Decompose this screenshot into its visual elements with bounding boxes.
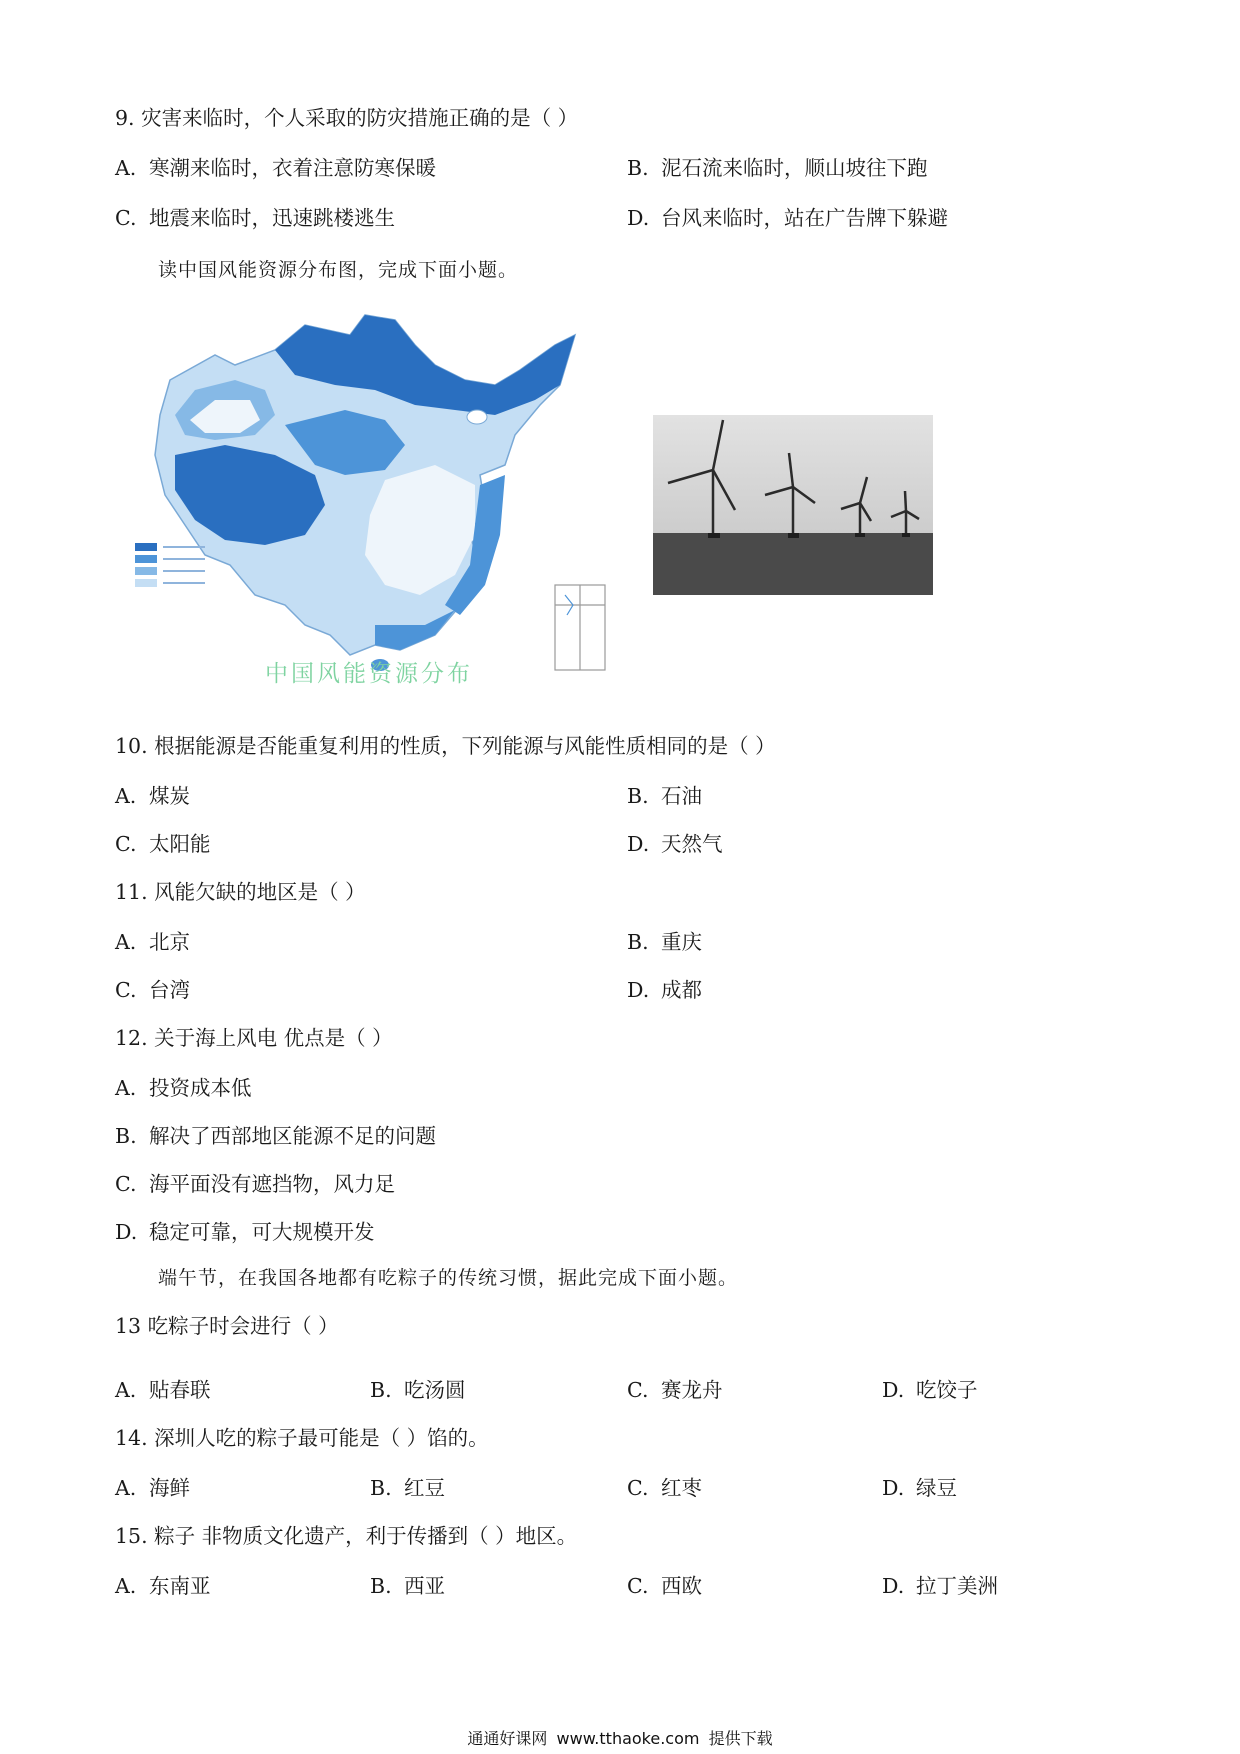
q14-option-a[interactable] [115, 1474, 190, 1502]
q9-option-d[interactable] [627, 204, 948, 232]
option-text: 红豆 [404, 1476, 445, 1500]
q9-stem: 9. 灾害来临时，个人采取的防灾措施正确的是（ ） [115, 106, 579, 130]
option-text: 地震来临时，迅速跳楼逃生 [149, 206, 395, 230]
option-label: D. [882, 1476, 905, 1500]
option-label: D. [627, 206, 650, 230]
q15-option-b[interactable] [370, 1572, 445, 1600]
q14-option-b[interactable] [370, 1474, 445, 1502]
q12-option-a[interactable] [115, 1074, 252, 1102]
q12-option-c[interactable] [115, 1170, 395, 1198]
option-text: 石油 [661, 784, 702, 808]
q12-stem: 12. 关于海上风电 优点是（ ） [115, 1026, 393, 1050]
china-wind-energy-map [135, 305, 625, 685]
footer-site-name: 通通好课网 [467, 1729, 548, 1748]
option-text: 天然气 [661, 832, 723, 856]
option-text: 寒潮来临时，衣着注意防寒保暖 [149, 156, 436, 180]
q13-option-c[interactable] [627, 1376, 723, 1404]
option-label: D. [115, 1220, 138, 1244]
option-label: D. [627, 832, 650, 856]
option-text: 成都 [661, 978, 702, 1002]
option-label: C. [115, 978, 137, 1002]
option-label: D. [882, 1574, 905, 1598]
option-label: B. [627, 156, 649, 180]
option-text: 台湾 [149, 978, 190, 1002]
option-text: 吃饺子 [916, 1378, 978, 1402]
option-text: 稳定可靠，可大规模开发 [149, 1220, 375, 1244]
option-text: 海鲜 [149, 1476, 190, 1500]
footer-note: 提供下载 [708, 1729, 773, 1748]
option-text: 解决了西部地区能源不足的问题 [149, 1124, 436, 1148]
q14-option-d[interactable] [882, 1474, 957, 1502]
option-text: 吃汤圆 [404, 1378, 466, 1402]
option-text: 赛龙舟 [661, 1378, 723, 1402]
q14-option-c[interactable] [627, 1474, 702, 1502]
option-label: D. [882, 1378, 905, 1402]
footer-site-url[interactable]: www.tthaoke.com [556, 1729, 700, 1748]
legend-swatch-4 [135, 579, 157, 587]
option-text: 西欧 [661, 1574, 702, 1598]
offshore-wind-turbine-photo [653, 415, 933, 595]
option-label: A. [115, 1574, 137, 1598]
option-label: A. [115, 1076, 137, 1100]
option-label: A. [115, 1378, 137, 1402]
option-text: 太阳能 [149, 832, 211, 856]
q13-option-a[interactable] [115, 1376, 211, 1404]
q11-option-c[interactable] [115, 976, 190, 1004]
q10-stem: 10. 根据能源是否能重复利用的性质，下列能源与风能性质相同的是（ ） [115, 734, 776, 758]
option-text: 红枣 [661, 1476, 702, 1500]
option-label: C. [627, 1476, 649, 1500]
q11-option-a[interactable] [115, 928, 190, 956]
q11-stem: 11. 风能欠缺的地区是（ ） [115, 880, 366, 904]
q12-option-d[interactable] [115, 1218, 375, 1246]
q15-stem: 15. 粽子 非物质文化遗产，利于传播到（ ）地区。 [115, 1524, 578, 1548]
option-text: 东南亚 [149, 1574, 211, 1598]
option-label: A. [115, 930, 137, 954]
q15-option-a[interactable] [115, 1572, 211, 1600]
option-text: 泥石流来临时，顺山坡往下跑 [661, 156, 928, 180]
option-label: B. [370, 1574, 392, 1598]
option-label: C. [115, 206, 137, 230]
map-caption: 中国风能资源分布 [265, 661, 473, 687]
option-label: A. [115, 784, 137, 808]
option-label: C. [115, 832, 137, 856]
option-label: B. [115, 1124, 137, 1148]
q12-option-b[interactable] [115, 1122, 436, 1150]
option-label: B. [370, 1378, 392, 1402]
q10-option-d[interactable] [627, 830, 723, 858]
q14-stem: 14. 深圳人吃的粽子最可能是（ ）馅的。 [115, 1426, 489, 1450]
q13-option-d[interactable] [882, 1376, 978, 1404]
option-label: A. [115, 156, 137, 180]
option-label: C. [627, 1574, 649, 1598]
option-text: 海平面没有遮挡物，风力足 [149, 1172, 395, 1196]
page-footer [0, 1726, 1240, 1749]
intro-wind-map: 读中国风能资源分布图，完成下面小题。 [158, 259, 519, 281]
legend-swatch-1 [135, 543, 157, 551]
option-text: 投资成本低 [149, 1076, 252, 1100]
option-text: 煤炭 [149, 784, 190, 808]
q9-option-a[interactable] [115, 154, 436, 182]
option-text: 拉丁美洲 [916, 1574, 998, 1598]
q10-option-b[interactable] [627, 782, 702, 810]
q11-option-d[interactable] [627, 976, 702, 1004]
south-china-sea-inset [555, 585, 605, 670]
option-text: 台风来临时，站在广告牌下躲避 [661, 206, 948, 230]
legend-swatch-2 [135, 555, 157, 563]
q15-option-c[interactable] [627, 1572, 702, 1600]
q11-option-b[interactable] [627, 928, 702, 956]
option-text: 绿豆 [916, 1476, 957, 1500]
q9-option-b[interactable] [627, 154, 928, 182]
option-label: B. [370, 1476, 392, 1500]
q9-option-c[interactable] [115, 204, 395, 232]
option-text: 北京 [149, 930, 190, 954]
q10-option-c[interactable] [115, 830, 211, 858]
option-text: 西亚 [404, 1574, 445, 1598]
legend-swatch-3 [135, 567, 157, 575]
q13-stem: 13 吃粽子时会进行（ ） [115, 1314, 339, 1338]
option-text: 贴春联 [149, 1378, 211, 1402]
option-label: A. [115, 1476, 137, 1500]
q15-option-d[interactable] [882, 1572, 998, 1600]
intro-dragon-boat: 端午节，在我国各地都有吃粽子的传统习惯，据此完成下面小题。 [158, 1267, 739, 1289]
option-text: 重庆 [661, 930, 702, 954]
option-label: D. [627, 978, 650, 1002]
option-label: C. [115, 1172, 137, 1196]
option-label: B. [627, 930, 649, 954]
q13-option-b[interactable] [370, 1376, 466, 1404]
option-label: B. [627, 784, 649, 808]
q10-option-a[interactable] [115, 782, 190, 810]
option-label: C. [627, 1378, 649, 1402]
